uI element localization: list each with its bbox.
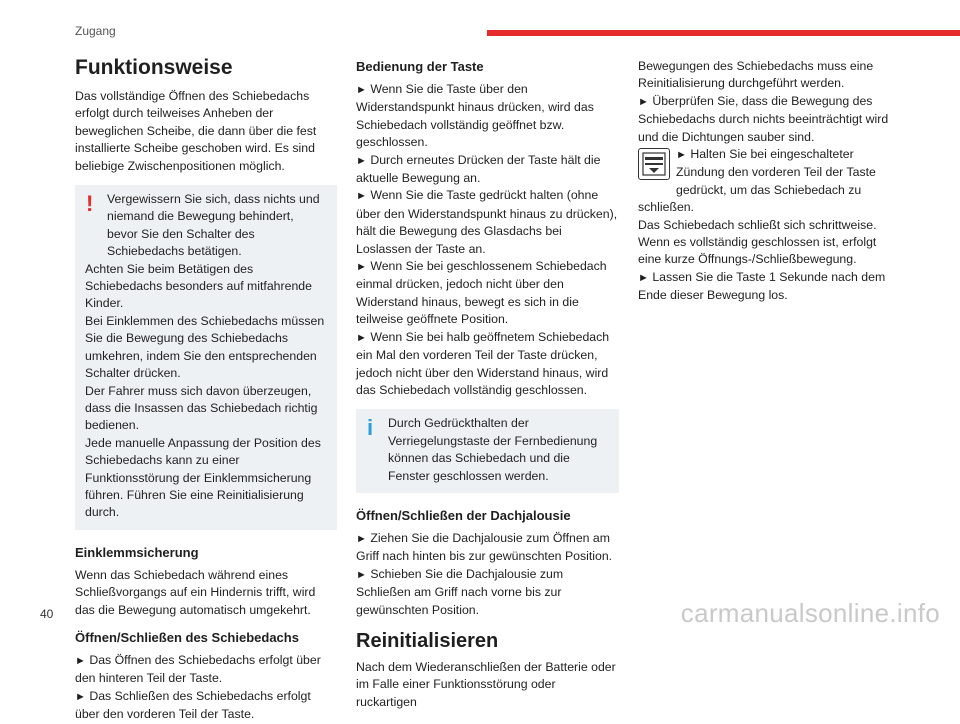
column-3 xyxy=(638,58,900,305)
list-item: ► Durch erneutes Drücken der Taste hält die aktuelle Bewegung an. xyxy=(356,152,601,186)
warning-line: Bei Einklemmen des Schiebedachs müssen Sie die Bewegung des Schiebedachs umkehren, indem Sie den entsprechenden Schalter drücken. xyxy=(85,313,325,381)
bullet-arrow-icon: ► xyxy=(356,190,367,203)
heading-bedienung: Bedienung der Taste xyxy=(356,59,484,74)
heading-einklemmsicherung: Einklemmsicherung xyxy=(75,544,199,560)
reinit-paragraph: Nach dem Wiederanschließen der Batterie oder im Falle einer Funktionsstörung oder ruckartigen xyxy=(356,659,616,709)
list-item: ► Wenn Sie bei geschlossenem Schiebedach einmal drücken, jedoch nicht über den Widerstand hinaus, bewegt es sich in die teilweise geöffnete Position. xyxy=(356,259,607,327)
warning-line: Der Fahrer muss sich davon überzeugen, dass die Insassen das Schiebedach richtig bedienen. xyxy=(85,383,318,433)
column-2 xyxy=(356,58,619,711)
page-number: 40 xyxy=(40,607,54,621)
warning-line: Jede manuelle Anpassung der Position des Schiebedachs kann zu einer Funktionsstörung der Einklemmsicherung führen. Führen Sie eine Reinitialisierung durch. xyxy=(85,435,321,520)
sunroof-button-icon xyxy=(638,148,670,180)
heading-open-close-roof: Öffnen/Schließen des Schiebedachs xyxy=(75,629,299,645)
warning-line: Achten Sie beim Betätigen des Schiebedachs besonders auf mitfahrende Kinder. xyxy=(85,261,312,311)
list-item: ► Das Schließen des Schiebedachs erfolgt über den vorderen Teil der Taste. xyxy=(75,688,311,722)
heading-reinitialisieren: Reinitialisieren xyxy=(356,629,499,652)
pinch-paragraph: Wenn das Schiebedach während eines Schließvorgangs auf ein Hindernis trifft, wird das die Bewegung automatisch umgekehrt. xyxy=(75,567,316,617)
heading-dachjalousie: Öffnen/Schließen der Dachjalousie xyxy=(356,507,571,523)
header-accent-bar xyxy=(487,30,960,36)
bullet-arrow-icon: ► xyxy=(356,532,367,545)
header-section-title: Zugang xyxy=(75,24,116,38)
bullet-arrow-icon: ► xyxy=(638,271,649,284)
list-item: ► Wenn Sie bei halb geöffnetem Schiebedach ein Mal den vorderen Teil der Taste drücken, jedoch nicht über den Widerstand hinaus, wird das Schiebedach vollständig geschlossen. xyxy=(356,329,610,397)
bullet-arrow-icon: ► xyxy=(356,154,367,167)
list-item: ► Schieben Sie die Dachjalousie zum Schließen am Griff nach vorne bis zur gewünschten Position. xyxy=(356,566,564,617)
heading-funktionsweise: Funktionsweise xyxy=(75,56,233,79)
info-icon: i xyxy=(367,415,374,441)
info-text: Durch Gedrückthalten der Verriegelungstaste der Fernbedienung können das Schiebedach und die Fenster geschlossen werden. xyxy=(388,416,598,483)
bullet-arrow-icon: ► xyxy=(356,84,367,96)
info-box xyxy=(356,409,619,493)
hold-instruction: ► Halten Sie bei eingeschalteter Zündung den vorderen Teil der Taste gedrückt, um das Schiebedach zu schließen. xyxy=(638,147,876,215)
list-item: ► Das Öffnen des Schiebedachs erfolgt über den hinteren Teil der Taste. xyxy=(75,652,321,686)
bullet-arrow-icon: ► xyxy=(75,690,86,703)
bullet-arrow-icon: ► xyxy=(356,331,367,344)
list-item: ► Wenn Sie die Taste über den Widerstandspunkt hinaus drücken, wird das Schiebedach vollständig geöffnet bzw. geschlossen. xyxy=(356,82,594,150)
list-item: ► Überprüfen Sie, dass die Bewegung des Schiebedachs durch nichts beeinträchtigt wird und die Dichtungen sauber sind. xyxy=(638,93,889,144)
list-item: ► Ziehen Sie die Dachjalousie zum Öffnen am Griff nach hinten bis zur gewünschten Position. xyxy=(356,530,613,564)
intro-paragraph: Das vollständige Öffnen des Schiebedachs erfolgt durch teilweises Anheben der beweglichen Scheibe, die dann über die fest installierte Scheibe geschoben wird. Es sind beliebige Zwischenpositionen möglich. xyxy=(75,89,317,173)
bullet-arrow-icon: ► xyxy=(676,149,687,162)
list-item: ► Wenn Sie die Taste gedrückt halten (ohne über den Widerstandspunkt hinaus zu drücken), hält die Bewegung des Glasdachs bei Loslassen der Taste an. xyxy=(356,188,618,256)
warning-box xyxy=(75,185,337,530)
bullet-arrow-icon: ► xyxy=(356,261,367,274)
bullet-arrow-icon: ► xyxy=(75,654,86,667)
watermark: carmanualsonline.info xyxy=(680,598,940,628)
step-paragraph: Das Schiebedach schließt sich schrittweise. Wenn es vollständig geschlossen ist, erfolgt eine kurze Öffnungs-/Schließbewegung. xyxy=(638,217,877,267)
warning-line: Vergewissern Sie sich, dass nichts und niemand die Bewegung behindert, bevor Sie den Schalter des Schiebedachs betätigen. xyxy=(107,192,320,259)
column-1 xyxy=(75,56,337,724)
reinit-continuation: Bewegungen des Schiebedachs muss eine Reinitialisierung durchgeführt werden. xyxy=(638,59,874,91)
bullet-arrow-icon: ► xyxy=(638,95,649,108)
list-item: ► Lassen Sie die Taste 1 Sekunde nach dem Ende dieser Bewegung los. xyxy=(638,269,886,303)
bullet-arrow-icon: ► xyxy=(356,568,367,581)
warning-icon: ! xyxy=(86,191,94,217)
